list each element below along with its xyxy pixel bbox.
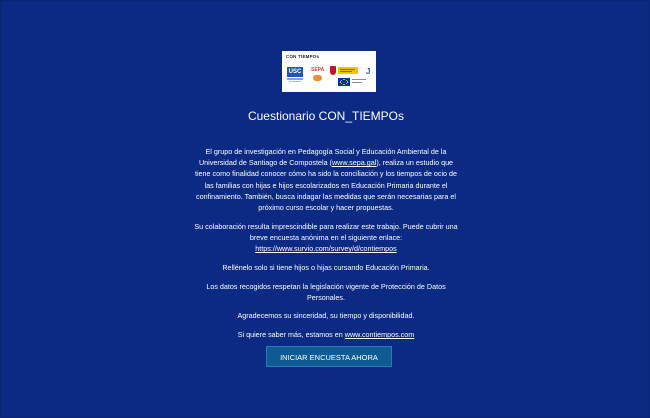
sepa-logo-text: SEPA <box>311 67 325 73</box>
sepa-logo-mark <box>313 75 322 81</box>
eligibility-note: Rellénelo solo si tiene hijos o hijas cursando Educación Primaria. <box>222 262 430 272</box>
more-info-paragraph <box>191 329 461 340</box>
thanks-note: Agradecemos su sinceridad, su tiempo y disponibilidad. <box>237 311 415 321</box>
eu-logo-text-line <box>352 79 366 80</box>
j-logo-icon: J <box>366 67 371 76</box>
eu-flag-logo-icon <box>338 78 350 86</box>
intro-paragraph-2-text: Su colaboración resulta imprescindible para realizar este trabajo. Puede cubrir una breve encuesta anónima en el siguiente enlace: <box>194 221 458 242</box>
page-title: Cuestionario CON_TIEMPOs <box>247 109 405 123</box>
intro-paragraph-1-end: ), realiza un estudio que tiene como finalidad conocer cómo ha sido la conciliación y los tiempos de ocio de las familias con hijas e hijos escolarizados en Educación Primaria durante el confinamiento. También, busca indagar las medidas que serán necesarias para el próximo curso escolar y hacer propuestas. <box>194 158 458 213</box>
usc-logo-icon <box>287 67 303 83</box>
eu-logo-text-line-2 <box>352 82 362 83</box>
intro-paragraph-2 <box>191 221 461 255</box>
contiempos-link[interactable]: www.contiempos.com <box>344 330 415 340</box>
more-info-text: Si quiere saber más, estamos en <box>237 330 345 340</box>
partner-logos <box>282 51 376 92</box>
privacy-note: Los datos recogidos respetan la legislación vigente de Protección de Datos Personales. <box>206 281 446 302</box>
intro-text <box>191 146 461 348</box>
intro-paragraph-1 <box>191 146 461 213</box>
logo-row <box>286 65 372 87</box>
government-logo-icon <box>330 66 360 76</box>
usc-logo-stripe <box>287 78 303 80</box>
government-text-line-2 <box>340 71 352 72</box>
government-shield <box>330 66 336 75</box>
sepa-logo-icon <box>311 67 325 83</box>
usc-logo-text: USC <box>288 69 302 75</box>
survey-link[interactable]: https://www.survio.com/survey/d/contiempos <box>255 244 397 254</box>
logo-title: CON TIEMPOs <box>286 54 320 59</box>
sepa-link[interactable]: www.sepa.gal <box>331 158 377 168</box>
government-text-line <box>340 69 355 70</box>
intro-paragraph-1-start: El grupo de investigación en Pedagogía Social y Educación Ambiental de la Universidad de Santiago de Compostela ( <box>198 147 447 168</box>
usc-logo-stripe-2 <box>289 81 301 82</box>
start-survey-button[interactable]: INICIAR ENCUESTA AHORA <box>266 346 392 367</box>
